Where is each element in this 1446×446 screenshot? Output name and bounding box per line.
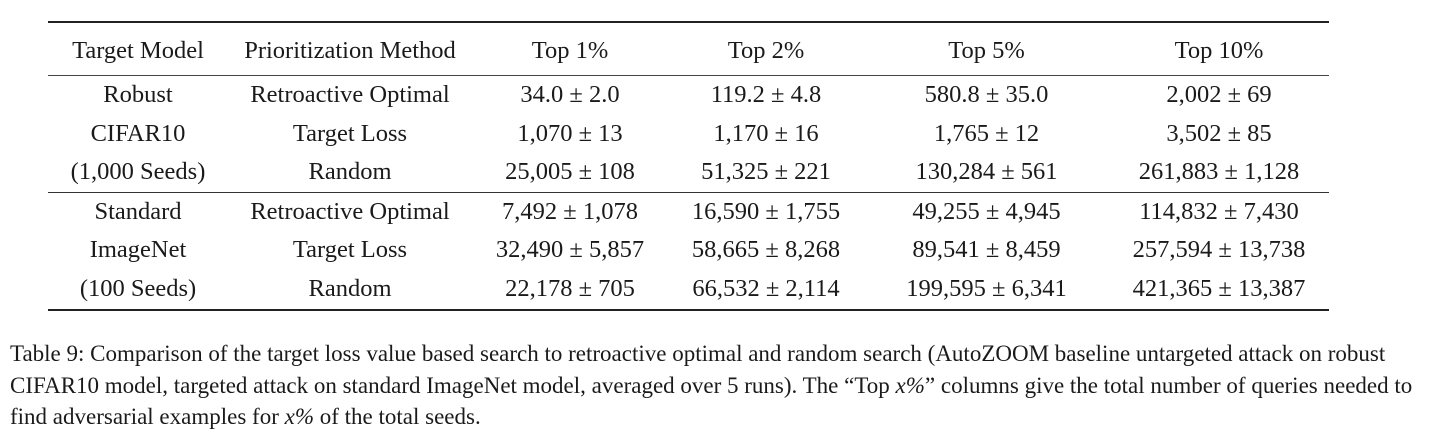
table-cell: 1,765 ± 12 [933,119,1040,147]
table-cell: 22,178 ± 705 [472,270,668,310]
table-row [48,115,1329,154]
table-row [48,270,1329,310]
header-top-2: Top 2% [668,22,864,76]
table-caption [10,338,1420,433]
row-model-label: CIFAR10 [90,119,186,147]
table-cell: 580.8 ± 35.0 [924,81,1049,108]
header-top-5: Top 5% [864,22,1109,76]
caption-text: ” columns give the total number of queries needed to find adversarial examples for [10,372,1413,429]
row-method-label: Random [228,270,472,310]
table-cell: 25,005 ± 108 [505,158,635,185]
row-method-label: Retroactive Optimal [250,81,450,108]
row-model-label: Standard [48,192,228,231]
table-cell: 3,502 ± 85 [1166,119,1272,147]
caption-text: Table 9: Comparison of the target loss value based search to retroactive optimal and random search (AutoZOOM baseline untargeted attack on robust CIFAR10 model, targeted attack on standard ImageNet model, averaged over 5 runs). The “Top [10,341,1386,398]
table-cell: 32,490 ± 5,857 [495,236,645,263]
table-cell: 89,541 ± 8,459 [912,236,1061,263]
table-header-row [48,22,1329,76]
header-top-1: Top 1% [472,22,668,76]
row-model-label: ImageNet [89,236,187,263]
header-target-model: Target Model [48,22,228,76]
table-cell: 49,255 ± 4,945 [864,192,1109,231]
table-cell: 1,170 ± 16 [713,119,819,147]
table-row [48,153,1329,192]
row-method-label: Retroactive Optimal [228,192,472,231]
row-method-label: Target Loss [292,236,408,263]
table-cell: 2,002 ± 69 [1166,81,1272,108]
row-method-label: Random [308,158,392,185]
results-table [48,21,1329,311]
table-cell: 66,532 ± 2,114 [668,270,864,310]
row-method-label: Target Loss [292,119,408,147]
header-prioritization-method: Prioritization Method [228,22,472,76]
table-cell: 130,284 ± 561 [915,158,1058,185]
row-model-label: (100 Seeds) [48,270,228,310]
table-cell: 51,325 ± 221 [701,158,831,185]
table-row [48,231,1329,270]
row-model-label: Robust [103,81,173,108]
table-row [48,76,1329,115]
table-cell: 257,594 ± 13,738 [1132,236,1306,263]
table-cell: 261,883 ± 1,128 [1138,158,1300,185]
header-top-10: Top 10% [1109,22,1329,76]
table-cell: 34.0 ± 2.0 [520,81,620,108]
table-cell: 58,665 ± 8,268 [691,236,841,263]
table-cell: 199,595 ± 6,341 [864,270,1109,310]
table-cell: 114,832 ± 7,430 [1109,192,1329,231]
table-cell: 1,070 ± 13 [517,119,623,147]
caption-text: of the total seeds. [313,404,481,429]
table-cell: 16,590 ± 1,755 [668,192,864,231]
table-row [48,192,1329,231]
row-model-label: (1,000 Seeds) [70,158,206,185]
caption-italic-x-percent: x% [895,372,925,398]
caption-italic-x-percent: x% [284,404,314,429]
table-cell: 119.2 ± 4.8 [710,81,822,108]
table-cell: 421,365 ± 13,387 [1109,270,1329,310]
table-cell: 7,492 ± 1,078 [472,192,668,231]
